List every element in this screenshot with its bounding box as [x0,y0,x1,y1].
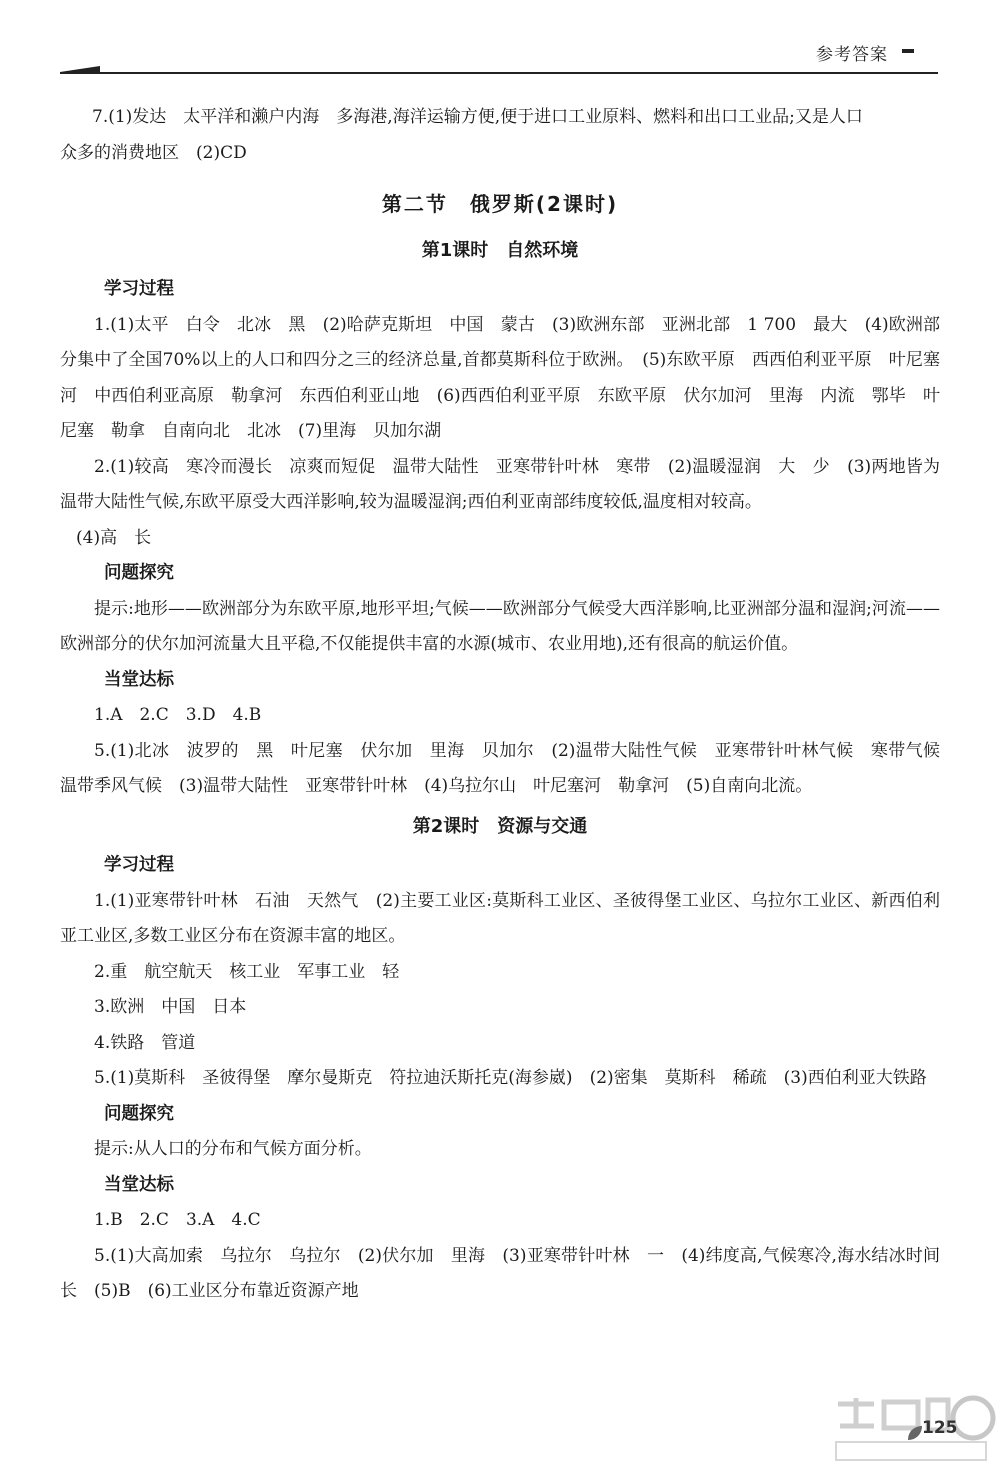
section-title: 第二节 俄罗斯(2课时) [381,192,619,216]
intro-line-2: 众多的消费地区 (2)CD [60,142,247,163]
lesson1-process-p1: 1.(1)太平 白令 北冰 黑 (2)哈萨克斯坦 中国 蒙古 (3)欧洲东部 亚洲北部 1 700 最大 (4)欧洲部分集中了全国70%以上的人口和四分之三的经济总量,首都莫斯科位于欧洲。 (5)东欧平原 西西伯利亚平原 叶尼塞河 中西伯利亚高原 勒拿河 东西伯利亚山地 (6)西西伯利亚平原 东欧平原 伏尔加河 里海 内流 鄂毕 叶尼塞 勒拿 自南向北 北冰 (7)里海 贝加尔湖 [60,314,940,441]
lesson1-process-p2: 2.(1)较高 寒冷而漫长 凉爽而短促 温带大陆性 亚寒带针叶林 寒带 (2)温暖湿润 大 少 (3)两地皆为温带大陆性气候,东欧平原受大西洋影响,较为温暖湿润;西伯利亚南部纬度较低,温度相对较高。 [60,456,940,512]
lesson1-class-c1: 1.A 2.C 3.D 4.B [94,705,262,725]
lesson1-process-p2b: (4)高 长 [76,527,152,548]
page-number: 125 [922,1418,958,1438]
lesson2-process-p1: 1.(1)亚寒带针叶林 石油 天然气 (2)主要工业区:莫斯科工业区、圣彼得堡工业区、乌拉尔工业区、新西伯利亚工业区,多数工业区分布在资源丰富的地区。 [60,890,940,946]
lesson1-inquiry-text: 提示:地形——欧洲部分为东欧平原,地形平坦;气候——欧洲部分气候受大西洋影响,比亚洲部分温和湿润;河流——欧洲部分的伏尔加河流量大且平稳,不仅能提供丰富的水源(城市、农业用地),还有很高的航运价值。 [60,598,940,654]
lesson2-class-heading: 当堂达标 [104,1174,174,1195]
header-label: 参考答案 [816,45,888,65]
header-rule [60,72,938,74]
lesson2-process-p2: 2.重 航空航天 核工业 军事工业 轻 [94,961,400,982]
lesson1-inquiry-heading: 问题探究 [104,563,174,583]
lesson2-class-c2: 5.(1)大高加索 乌拉尔 乌拉尔 (2)伏尔加 里海 (3)亚寒带针叶林 一 (4)纬度高,气候寒冷,海水结冰时间长 (5)B (6)工业区分布靠近资源产地 [60,1245,940,1301]
lesson2-title: 第2课时 资源与交通 [412,815,588,837]
lesson2-process-p5: 5.(1)莫斯科 圣彼得堡 摩尔曼斯克 符拉迪沃斯托克(海参崴) (2)密集 莫斯科 稀疏 (3)西伯利亚大铁路 [94,1068,927,1088]
intro-line-1: 7.(1)发达 太平洋和濑户内海 多海港,海洋运输方便,便于进口工业原料、燃料和出口工业品;又是人口 [92,107,863,127]
lesson2-class-c1: 1.B 2.C 3.A 4.C [94,1210,261,1230]
lesson1-class-c2: 5.(1)北冰 波罗的 黑 叶尼塞 伏尔加 里海 贝加尔 (2)温带大陆性气候 亚寒带针叶林气候 寒带气候 温带季风气候 (3)温带大陆性 亚寒带针叶林 (4)乌拉尔山 叶尼塞河 勒拿河 (5)自南向北流。 [60,740,957,796]
lesson2-process-heading: 学习过程 [104,855,174,875]
lesson2-process-p4: 4.铁路 管道 [94,1032,196,1053]
lesson1-class-heading: 当堂达标 [104,669,174,690]
lesson2-inquiry-text: 提示:从人口的分布和气候方面分析。 [94,1139,372,1159]
lesson1-process-heading: 学习过程 [104,279,174,299]
lesson2-inquiry-heading: 问题探究 [104,1103,174,1124]
lesson2-process-p3: 3.欧洲 中国 日本 [94,997,247,1017]
lesson1-title: 第1课时 自然环境 [421,239,579,261]
header-mark [902,49,914,53]
page-content [60,100,957,1310]
